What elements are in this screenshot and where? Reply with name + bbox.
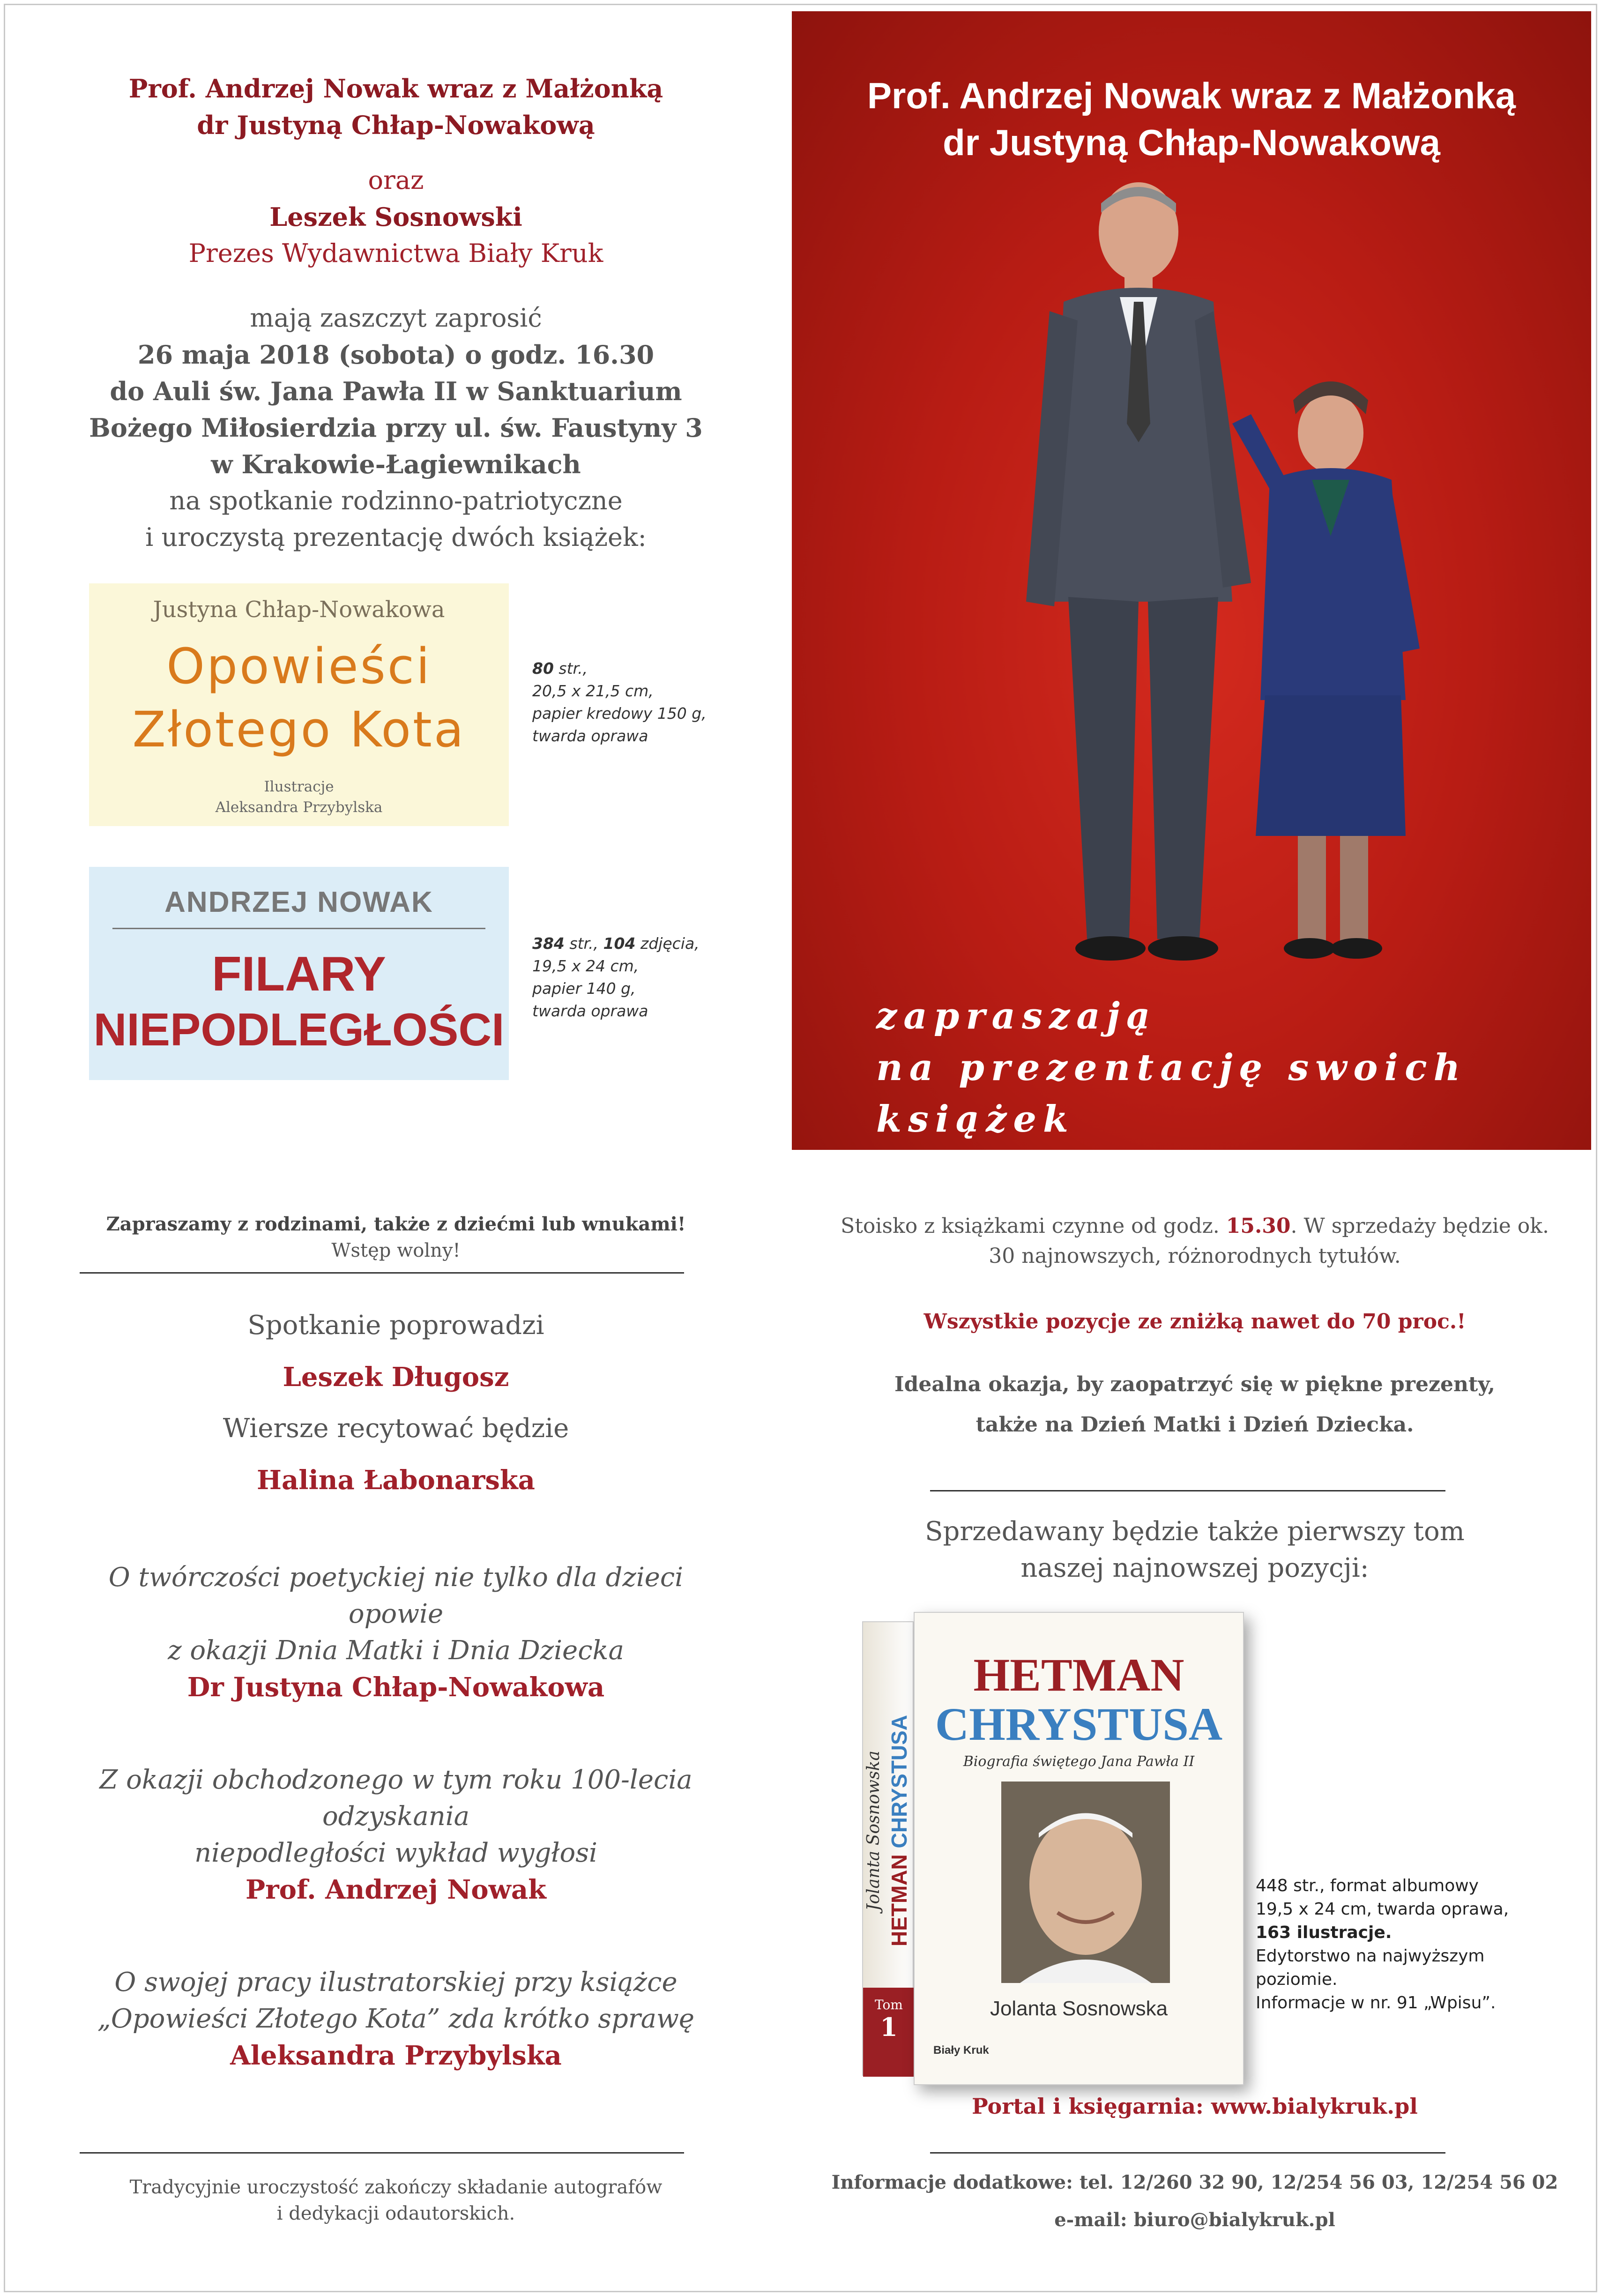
book2-author: ANDRZEJ NOWAK bbox=[164, 886, 433, 918]
stand-post: . W sprzedaży będzie ok. bbox=[1290, 1214, 1549, 1238]
book3-title-line2: CHRYSTUSA bbox=[935, 1698, 1223, 1750]
book3-subtitle: Biografia świętego Jana Pawła II bbox=[963, 1753, 1195, 1770]
talk3-line2: „Opowieści Złotego Kota” zda krótko sprawę bbox=[97, 2004, 695, 2034]
book2-divider bbox=[112, 928, 485, 929]
family-note: Zapraszamy z rodzinami, także z dziećmi lub wnukami! bbox=[106, 1213, 686, 1235]
book2-spec-line2: 19,5 x 24 cm, bbox=[532, 957, 639, 975]
woman-figure bbox=[1232, 381, 1420, 959]
invitation-oraz: oraz bbox=[368, 165, 424, 195]
panel-title-line2: dr Justyną Chłap-Nowakową bbox=[943, 122, 1440, 163]
book3-spine-band bbox=[863, 1988, 915, 2077]
book3-spec-line4: Edytorstwo na najwyższym bbox=[1256, 1946, 1485, 1966]
panel-sub-line1: zapraszają bbox=[876, 995, 1157, 1037]
closing-block bbox=[75, 2174, 717, 2227]
book2-spec-pages: 384 bbox=[532, 934, 565, 953]
book1-cover bbox=[89, 583, 509, 826]
book3-front bbox=[914, 1612, 1244, 2085]
book2-title bbox=[89, 947, 509, 1057]
book1-title-line1: Opowieści bbox=[166, 638, 432, 695]
book1-author: Justyna Chłap-Nowakowa bbox=[153, 596, 445, 623]
discount-text: Wszystkie pozycje ze zniżką nawet do 70 proc.! bbox=[923, 1310, 1466, 1334]
invitation-hosts-line2: dr Justyną Chłap-Nowakową bbox=[197, 110, 595, 140]
stand-line1 bbox=[806, 1211, 1584, 1241]
invitation-place-line3: w Krakowie-Łagiewnikach bbox=[211, 449, 581, 479]
divider-left-bottom bbox=[80, 2152, 684, 2154]
talk2-line1: Z okazji obchodzonego w tym roku 100-lecia odzyskania bbox=[99, 1765, 693, 1832]
book2-spec-photos: 104 bbox=[603, 934, 636, 953]
poems-label: Wiersze recytować będzie bbox=[223, 1413, 569, 1444]
talk2-line2: niepodległości wykład wygłosi bbox=[194, 1838, 597, 1868]
free-entry: Wstęp wolny! bbox=[331, 1240, 461, 1261]
hero-panel bbox=[792, 11, 1591, 1150]
also-line1: Sprzedawany będzie także pierwszy tom bbox=[925, 1516, 1465, 1547]
book3-specs bbox=[1256, 1874, 1537, 2015]
stand-line2: 30 najnowszych, różnorodnych tytułów. bbox=[989, 1244, 1401, 1268]
book1-spec-line3: papier kredowy 150 g, bbox=[532, 704, 707, 723]
book3-spec-bold: 163 ilustracje. bbox=[1256, 1923, 1392, 1942]
invitation-place-line1: do Auli św. Jana Pawła II w Sanktuarium bbox=[110, 376, 682, 406]
talk3-line1: O swojej pracy ilustratorskiej przy książce bbox=[114, 1967, 678, 1998]
also-block bbox=[806, 1513, 1584, 1587]
program-block bbox=[75, 1307, 717, 2074]
book3-portrait bbox=[1001, 1782, 1170, 1983]
book1-spec-line2: 20,5 x 21,5 cm, bbox=[532, 682, 654, 700]
invitation-block bbox=[70, 70, 722, 556]
poems-name: Halina Łabonarska bbox=[257, 1465, 535, 1496]
sales-block bbox=[806, 1211, 1584, 1440]
family-note-block bbox=[75, 1211, 717, 1264]
stand-pre: Stoisko z książkami czynne od godz. bbox=[841, 1214, 1226, 1238]
book3-spine-tom: Tom bbox=[875, 1997, 903, 2013]
book2-spec-mid: str., bbox=[564, 934, 603, 953]
gift-line1: Idealna okazja, by zaopatrzyć się w piękne prezenty, bbox=[894, 1372, 1495, 1396]
closing-line2: i dedykacji odautorskich. bbox=[276, 2203, 515, 2224]
couple-photo bbox=[970, 180, 1438, 986]
host-name: Leszek Długosz bbox=[283, 1362, 509, 1393]
book1-illustrator-block bbox=[89, 776, 509, 818]
book1-spec-pages-unit: str., bbox=[553, 659, 588, 678]
divider-right-bottom bbox=[930, 2152, 1445, 2154]
invitation-guest-name: Leszek Sosnowski bbox=[269, 202, 522, 232]
book1-illustrator: Aleksandra Przybylska bbox=[215, 799, 383, 816]
book1-illustrations-label: Ilustracje bbox=[264, 778, 334, 795]
book3-spec-line6: Informacje w nr. 91 „Wpisu”. bbox=[1256, 1993, 1496, 2013]
panel-subtitle bbox=[876, 991, 1541, 1145]
invitation-purpose-line2: i uroczystą prezentację dwóch książek: bbox=[145, 522, 647, 552]
talk2-name: Prof. Andrzej Nowak bbox=[246, 1874, 546, 1905]
stand-time: 15.30 bbox=[1226, 1214, 1291, 1238]
invitation-hosts-line1: Prof. Andrzej Nowak wraz z Małżonką bbox=[128, 74, 663, 104]
talk3-name: Aleksandra Przybylska bbox=[230, 2040, 562, 2071]
book1-title bbox=[89, 635, 509, 761]
portal-link[interactable]: www.bialykruk.pl bbox=[1211, 2094, 1418, 2119]
book3-spec-line5: poziomie. bbox=[1256, 1970, 1338, 1989]
talk1-line1: O twórczości poetyckiej nie tylko dla dzieci opowie bbox=[108, 1562, 684, 1629]
book3-spec-line1: 448 str., format albumowy bbox=[1256, 1876, 1479, 1895]
divider-left-top bbox=[80, 1272, 684, 1274]
book3-spine-title2: CHRYSTUSA bbox=[887, 1715, 911, 1849]
book1-specs bbox=[532, 657, 707, 747]
book3-author: Jolanta Sosnowska bbox=[990, 1997, 1168, 2020]
portal-line bbox=[806, 2094, 1584, 2119]
book3-spine-tom-number: 1 bbox=[880, 2012, 898, 2042]
book1-title-line2: Złotego Kota bbox=[132, 701, 466, 758]
book3-spine-author: Jolanta Sosnowska bbox=[864, 1751, 883, 1911]
invitation-guest-role: Prezes Wydawnictwa Biały Kruk bbox=[188, 239, 603, 268]
invitation-date: 26 maja 2018 (sobota) o godz. 16.30 bbox=[137, 340, 655, 370]
invitation-place-line2: Bożego Miłosierdzia przy ul. św. Faustyny 3 bbox=[89, 413, 703, 443]
book2-spec-line4: twarda oprawa bbox=[532, 1002, 648, 1020]
book2-title-line1: FILARY bbox=[212, 947, 386, 1001]
book2-cover bbox=[89, 867, 509, 1080]
man-figure bbox=[1026, 182, 1251, 961]
also-line2: naszej najnowszej pozycji: bbox=[1020, 1553, 1369, 1583]
book3-publisher: Biały Kruk bbox=[933, 2044, 989, 2057]
book3-spine-text bbox=[861, 1667, 912, 1995]
invitation-intro: mają zaszczyt zaprosić bbox=[250, 303, 542, 333]
book2-spec-line3: papier 140 g, bbox=[532, 979, 636, 998]
closing-line1: Tradycyjnie uroczystość zakończy składanie autografów bbox=[129, 2177, 663, 2198]
book1-spec-line4: twarda oprawa bbox=[532, 727, 648, 745]
contact-email: e-mail: biuro@bialykruk.pl bbox=[1054, 2209, 1335, 2231]
gift-line2: także na Dzień Matki i Dzień Dziecka. bbox=[975, 1413, 1414, 1437]
host-label: Spotkanie poprowadzi bbox=[247, 1310, 544, 1341]
portal-label: Portal i księgarnia: bbox=[972, 2094, 1211, 2119]
book2-specs bbox=[532, 932, 700, 1022]
invitation-purpose-line1: na spotkanie rodzinno-patriotyczne bbox=[169, 486, 623, 515]
book1-spec-pages: 80 bbox=[532, 659, 554, 678]
talk1-name: Dr Justyna Chłap-Nowakowa bbox=[187, 1672, 605, 1703]
book3-spine-title1: HETMAN bbox=[887, 1854, 911, 1947]
book3-spec-line2: 19,5 x 24 cm, twarda oprawa, bbox=[1256, 1900, 1509, 1919]
book3-title bbox=[915, 1650, 1243, 1749]
contact-info: Informacje dodatkowe: tel. 12/260 32 90, 12/254 56 03, 12/254 56 02 bbox=[831, 2171, 1558, 2193]
panel-title-line1: Prof. Andrzej Nowak wraz z Małżonką bbox=[867, 75, 1516, 116]
book3-spine bbox=[862, 1621, 914, 2076]
book2-title-line2: NIEPODLEGŁOŚCI bbox=[93, 1004, 505, 1055]
panel-title bbox=[792, 72, 1591, 166]
book3-cover bbox=[862, 1612, 1246, 2085]
talk1-line2: z okazji Dnia Matki i Dnia Dziecka bbox=[168, 1635, 624, 1666]
book3-title-line1: HETMAN bbox=[973, 1649, 1184, 1701]
divider-right-top bbox=[930, 1490, 1445, 1491]
book2-spec-photos-unit: zdjęcia, bbox=[635, 934, 700, 953]
panel-sub-line2: na prezentację swoich książek bbox=[876, 1046, 1467, 1141]
